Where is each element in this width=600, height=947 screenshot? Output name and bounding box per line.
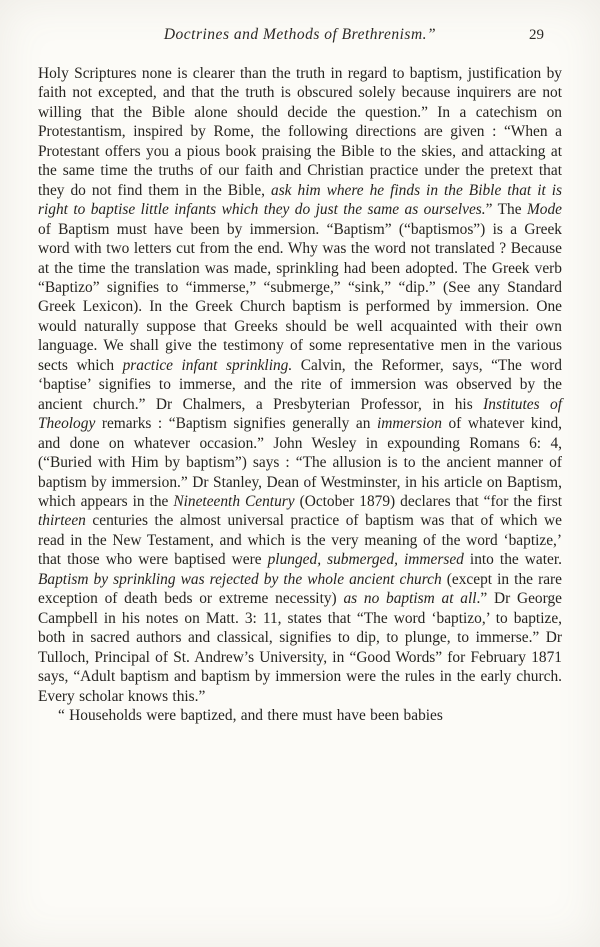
text-run: (October 1879) declares that “for the first [294,492,562,510]
text-run: of Baptism must have been by immersion. “Baptism” (“baptismos”) is a Greek word with two letters cut from the end. Why was the word not translated ? Because at the time the translation was made, sprinkling had been adopted. The Greek verb “Baptizo” signifies to “immerse,” “submerge,” “sink,” “dip.” (See any Standard Greek Lexicon). In the Greek Church baptism is performed by immersion. One would naturally suppose that Greeks should be well acquainted with their own language. We shall give the testimony of some representative men in the various sects which [38,220,562,374]
text-run: centuries the almost universal practice of baptism was that of which we read in the New Testament, and which is the very meaning of the word ‘baptize,’ that those who were baptised were [38,512,562,569]
italic-text-run: Baptism by sprinkling was rejected by the whole ancient church [38,570,442,588]
text-run: Holy Scriptures none is clearer than the truth in regard to baptism, justification by faith not excepted, and that the truth is obscured solely because inquirers are not willing that the Bible alone should decide the question.” In a catechism on Protestantism, inspired by Rome, the following directions are given : “When a Protestant offers you a pious book praising the Bible to the skies, and attacking at the same time the truths of our faith and Christian practice under the pretext that they do not find them in the Bible, [38,65,562,199]
text-run: .” Dr George Campbell in his notes on Matt. 3: 11, states that “The word ‘baptizo,’ to baptize, both in sacred authors and classical, signifies to dip, to plunge, to immerse.” Dr Tulloch, Principal of St. Andrew’s University, in “Good Words” for February 1871 says, “Adult baptism and baptism by immersion were the rules in the early church. Every scholar knows this.” [38,590,562,705]
italic-text-run: Institutes of Theology [38,395,563,433]
text-run: into the water. [463,551,562,569]
page-number: 29 [529,27,544,43]
running-title: Doctrines and Methods of Brethrenism.” [163,26,437,43]
italic-text-run: plunged, submerged, immersed [267,551,464,569]
italic-text-run: Nineteenth Century [173,492,295,510]
text-run: Calvin, the Reformer, says, “The word ‘baptise’ signifies to immerse, and the rite of immersion was observed by the ancient church.” Dr Chalmers, a Presbyterian Professor, in his [38,356,562,413]
italic-text-run: as no baptism at all [343,590,477,608]
italic-text-run: Mode [526,201,562,219]
text-run: “ Households were baptized, and there must have been babies [58,706,443,724]
text-run: of whatever kind, and done on whatever occasion.” John Wesley in expounding Romans 6: 4, (“Buried with Him by baptism”) says : “The allusion is to the ancient manner of baptism by immersion.” Dr Stanley, Dean of Westminster, in his article on Baptism, which appears in the [38,415,562,510]
italic-text-run: thirteen [38,512,86,530]
text-run: remarks : “Baptism signifies generally an [95,415,377,433]
page-header [0,0,600,52]
italic-text-run: ask him where he finds in the Bible that it is right to baptise little infants which they do just the same as ourselves. [38,181,562,219]
text-run: ” The [485,201,527,219]
text-run: (except in the rare exception of death beds or extreme necessity) [38,570,562,608]
italic-text-run: immersion [376,415,442,433]
body-text [0,52,600,725]
paragraph [38,64,562,706]
italic-text-run: practice infant sprinkling. [122,356,293,374]
paragraph [38,706,562,725]
